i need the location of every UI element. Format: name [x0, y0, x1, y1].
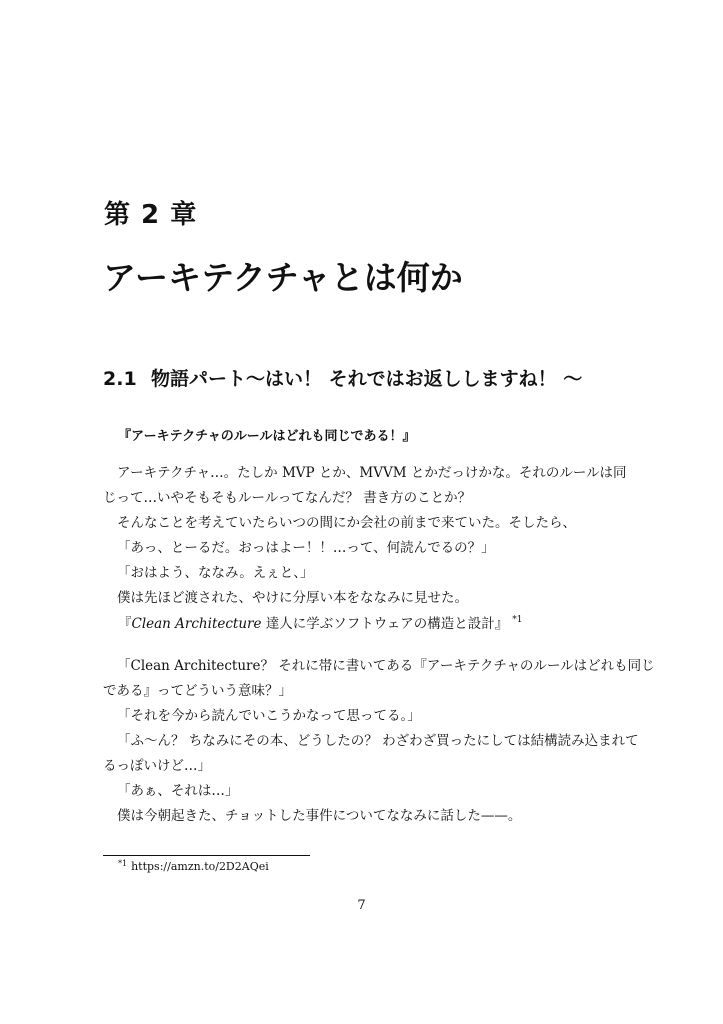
body-line: 僕は今朝起きた、チョットした事件についてななみに話した——。	[117, 808, 522, 824]
book-title-italic: Clean Architecture	[131, 616, 262, 632]
book-title	[118, 612, 522, 632]
body-line: るっぽいけど…」	[103, 758, 211, 774]
body-line: 「あっ、とーるだ。おっはよー！！…って、何読んでるの？」	[117, 540, 495, 556]
body-line: である』ってどういう意味？」	[103, 683, 292, 699]
body-line: 「Clean Architecture？ それに帯に書いてある『アーキテクチャのルールはどれも同じ	[117, 658, 655, 674]
body-line: 「おはよう、ななみ。えぇと、」	[117, 565, 314, 581]
page-number: 7	[357, 898, 366, 913]
chapter-label: 第 2 章	[104, 200, 198, 230]
body-paragraphs-1	[103, 461, 627, 611]
footnote-link[interactable]: https://amzn.to/2D2AQei	[131, 860, 269, 873]
section-number: 2.1	[103, 368, 137, 390]
book-subtitle: 達人に学ぶソフトウェアの構造と設計』	[261, 616, 509, 632]
body-line: 「あぁ、それは…」	[117, 783, 239, 799]
section-heading	[103, 364, 582, 391]
footnote-reference[interactable]: *1	[512, 615, 523, 625]
body-line: 僕は先ほど渡された、やけに分厚い本をななみに見せた。	[117, 590, 468, 606]
body-line: じって…いやそもそもルールってなんだ？ 書き方のことか？	[103, 490, 472, 506]
footnote-marker: *1	[118, 859, 128, 868]
chapter-title: アーキテクチャとは何か	[103, 258, 463, 297]
body-line: 「それを今から読んでいこうかなって思ってる。」	[117, 708, 421, 724]
book-title-open: 『	[118, 616, 132, 632]
footnote	[118, 859, 269, 873]
section-title: 物語パート〜はい！ それではお返ししますね！ 〜	[151, 368, 583, 390]
body-line: アーキテクチャ…。たしか MVP とか、MVVM とかだっけかな。それのルールは同	[117, 465, 627, 481]
body-paragraphs-2	[103, 654, 655, 829]
body-line: そんなことを考えていたらいつの間にか会社の前まで来ていた。そしたら、	[117, 515, 576, 531]
quote-title: 『アーキテクチャのルールはどれも同じである！』	[118, 429, 416, 444]
footnote-divider	[103, 855, 310, 856]
body-line: 「ふ〜ん？ ちなみにその本、どうしたの？ わざわざ買ったにしては結構読み込まれて	[117, 733, 639, 749]
